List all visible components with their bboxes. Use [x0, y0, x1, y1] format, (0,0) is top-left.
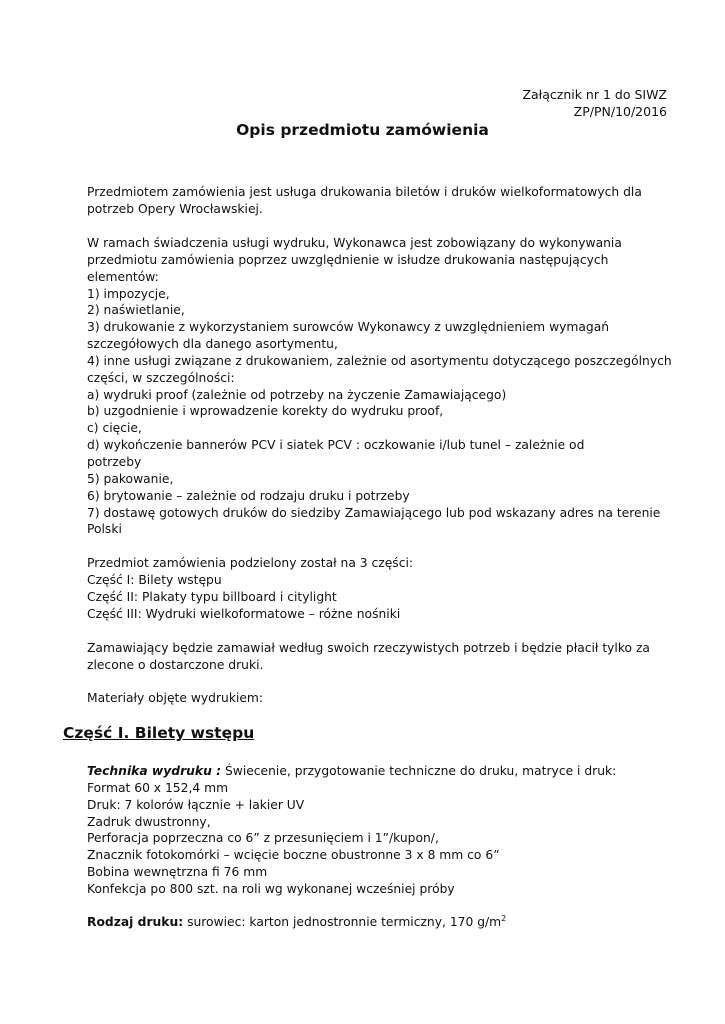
text-line: przedmiotu zamówienia poprzez uwzględnienie w isłudze drukowania następujących	[87, 252, 609, 267]
list-item: 7) dostawę gotowych druków do siedziby Zamawiającego lub pod wskazany adres na terenie	[87, 505, 661, 520]
list-item: b) uzgodnienie i wprowadzenie korekty do wydruku proof,	[87, 404, 444, 419]
list-item: 6) brytowanie – zależnie od rodzaju druku i potrzeby	[87, 488, 410, 503]
spec-line: Bobina wewnętrzna fi 76 mm	[87, 865, 268, 880]
list-item: potrzeby	[87, 454, 142, 469]
list-item: 1) impozycje,	[87, 286, 170, 301]
reference-number: ZP/PN/10/2016	[573, 104, 667, 119]
print-type-line	[87, 914, 677, 931]
list-item: 4) inne usługi związane z drukowaniem, zależnie od asortymentu dotyczącego poszczególnych	[87, 353, 672, 368]
list-item: c) cięcie,	[87, 421, 142, 436]
list-item: szczegółowych dla danego asortymentu,	[87, 337, 338, 352]
materials-paragraph	[87, 690, 677, 707]
section-specs	[87, 763, 677, 898]
text-line: Przedmiotem zamówienia jest usługa drukowania biletów i druków wielkoformatowych dla	[87, 185, 642, 199]
intro-paragraph	[87, 184, 677, 218]
list-item: 3) drukowanie z wykorzystaniem surowców Wykonawcy z uwzględnieniem wymagań	[87, 320, 610, 335]
text-line: Materiały objęte wydrukiem:	[87, 691, 264, 705]
text-line: potrzeb Opery Wrocławskiej.	[87, 201, 263, 216]
superscript: 2	[501, 914, 507, 923]
print-type-text: surowiec: karton jednostronnie termiczny, 170 g/m	[183, 915, 502, 929]
text-line: W ramach świadczenia usługi wydruku, Wykonawca jest zobowiązany do wykonywania	[87, 236, 622, 250]
list-item: Część I: Bilety wstępu	[87, 572, 222, 587]
list-item: Polski	[87, 522, 122, 537]
scope-paragraph	[87, 235, 677, 538]
page-title: Opis przedmiotu zamówienia	[236, 121, 489, 139]
list-item: a) wydruki proof (zależnie od potrzeby na życzenie Zamawiającego)	[87, 387, 507, 402]
list-item: 5) pakowanie,	[87, 471, 174, 486]
spec-line: Konfekcja po 800 szt. na roli wg wykonanej wcześniej próby	[87, 881, 455, 896]
payment-paragraph	[87, 640, 677, 674]
spec-line: Perforacja poprzeczna co 6” z przesunięciem i 1”/kupon/,	[87, 831, 439, 846]
section-heading: Część I. Bilety wstępu	[63, 724, 255, 742]
technique-line	[87, 763, 677, 780]
text-line: Zamawiający będzie zamawiał według swoich rzeczywistych potrzeb i będzie płacił tylko za	[87, 641, 650, 655]
list-item: Część III: Wydruki wielkoformatowe – różne nośniki	[87, 606, 401, 621]
technique-text: Świecenie, przygotowanie techniczne do druku, matryce i druk:	[221, 764, 617, 778]
list-item: 2) naświetlanie,	[87, 303, 185, 318]
technique-label: Technika wydruku :	[87, 764, 222, 778]
list-item: d) wykończenie bannerów PCV i siatek PCV : oczkowanie i/lub tunel – zależnie od	[87, 438, 585, 453]
text-line: Przedmiot zamówienia podzielony został na 3 części:	[87, 556, 414, 570]
print-type-label: Rodzaj druku:	[87, 915, 184, 929]
spec-line: Zadruk dwustronny,	[87, 814, 211, 829]
spec-line: Format 60 x 152,4 mm	[87, 780, 229, 795]
spec-line: Znacznik fotokomórki – wcięcie boczne obustronne 3 x 8 mm co 6”	[87, 848, 500, 863]
spec-line: Druk: 7 kolorów łącznie + lakier UV	[87, 797, 305, 812]
print-type-paragraph	[87, 914, 677, 931]
text-line: elementów:	[87, 269, 159, 284]
attachment-label: Załącznik nr 1 do SIWZ	[522, 87, 667, 102]
list-item: części, w szczególności:	[87, 370, 235, 385]
parts-paragraph	[87, 555, 677, 622]
text-line: zlecone o dostarczone druki.	[87, 657, 264, 672]
list-item: Część II: Plakaty typu billboard i citylight	[87, 589, 337, 604]
